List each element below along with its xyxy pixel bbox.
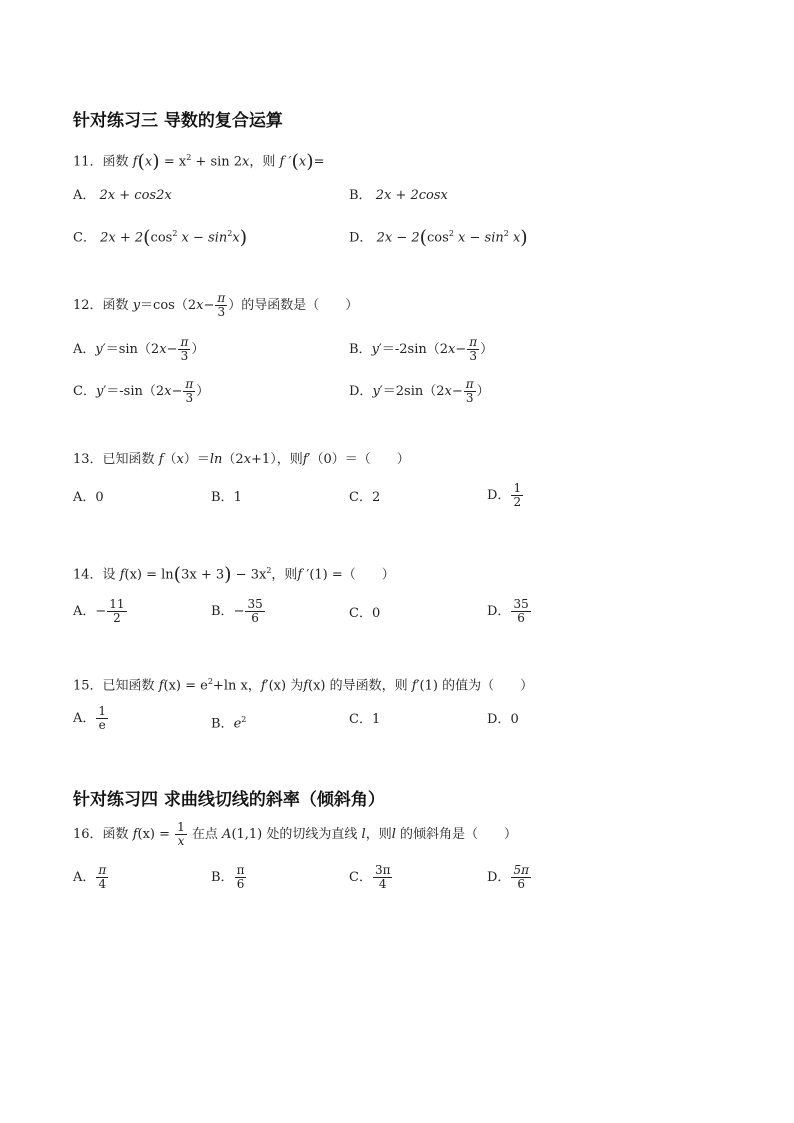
question-15-option-a[interactable]: A． $\frac{1}{e}$ (73, 704, 107, 732)
question-15-option-d[interactable]: D．0 (487, 712, 519, 727)
question-13-option-c[interactable]: C．2 (349, 490, 381, 505)
question-15-option-c[interactable]: C．1 (349, 712, 381, 727)
question-14-option-c[interactable]: C．0 (349, 606, 381, 621)
question-11-option-c[interactable]: C． $2x + 2(\cos^2$ $x - \sin^2x$) (73, 226, 248, 249)
question-12-option-d[interactable]: D．y′＝2sin（2x− $\frac{\pi}{3}$ ） (349, 377, 490, 405)
question-16-option-a[interactable]: A． $\frac{\pi}{4}$ (73, 863, 107, 891)
question-16-option-c[interactable]: C． $\frac{3\pi}{4}$ (349, 863, 391, 891)
question-11-option-b[interactable]: B． 2x + 2cosx (349, 188, 448, 203)
section-title-4: 针对练习四 求曲线切线的斜率（倾斜角） (73, 790, 385, 810)
question-13-option-b[interactable]: B．1 (211, 490, 242, 505)
question-13-option-a[interactable]: A．0 (73, 490, 104, 505)
question-12-option-c[interactable]: C．y′＝-sin（2x− $\frac{\pi}{3}$ ） (73, 377, 210, 405)
question-16-option-b[interactable]: B． $\frac{\pi}{6}$ (211, 863, 245, 891)
question-11-option-d[interactable]: D． $2x - 2(\cos^2$ $x - \sin^2 x$) (349, 226, 528, 249)
question-13-stem: 13．已知函数 f（x）＝ln（2x+1），则f′（0）＝（ ） (73, 452, 410, 467)
question-12-stem: 12．函数 y＝cos（2x− $\frac{\pi}{3}$ ）的导函数是（ ） (73, 291, 359, 319)
question-14-option-b[interactable]: B．− $\frac{35}{6}$ (211, 597, 263, 625)
question-12-option-a[interactable]: A．y′＝sin（2x− $\frac{\pi}{3}$ ） (73, 335, 205, 363)
question-14-stem: 14．设 $f(x) = \ln(3x + 3) - 3x^2$，则f ′(1) =（ ） (73, 563, 395, 586)
question-15-option-b[interactable]: B．$e^2$ (211, 715, 247, 732)
question-15-stem: 15．已知函数 $f(x) = e^2+\ln$ x，f′(x) 为f(x) 的导函数，则 f′(1) 的值为（ ） (73, 677, 534, 694)
question-13-option-d[interactable]: D． $\frac{1}{2}$ (487, 481, 522, 509)
question-16-stem: 16．函数 f(x) = $\frac{1}{x}$ 在点 A(1,1) 处的切线为直线 l，则l 的倾斜角是（ ） (73, 820, 518, 848)
question-11-option-a[interactable]: A． 2x + cos2x (73, 188, 172, 203)
question-12-option-b[interactable]: B．y′＝-2sin（2x− $\frac{\pi}{3}$ ） (349, 335, 494, 363)
section-title-3: 针对练习三 导数的复合运算 (73, 111, 283, 131)
question-11-stem: 11．函数 $f(x) = x^2 + \sin 2x$，则 f ′(x)= (73, 150, 325, 173)
question-14-option-a[interactable]: A．− $\frac{11}{2}$ (73, 597, 125, 625)
question-16-option-d[interactable]: D． $\frac{5\pi}{6}$ (487, 863, 529, 891)
question-14-option-d[interactable]: D． $\frac{35}{6}$ (487, 597, 529, 625)
